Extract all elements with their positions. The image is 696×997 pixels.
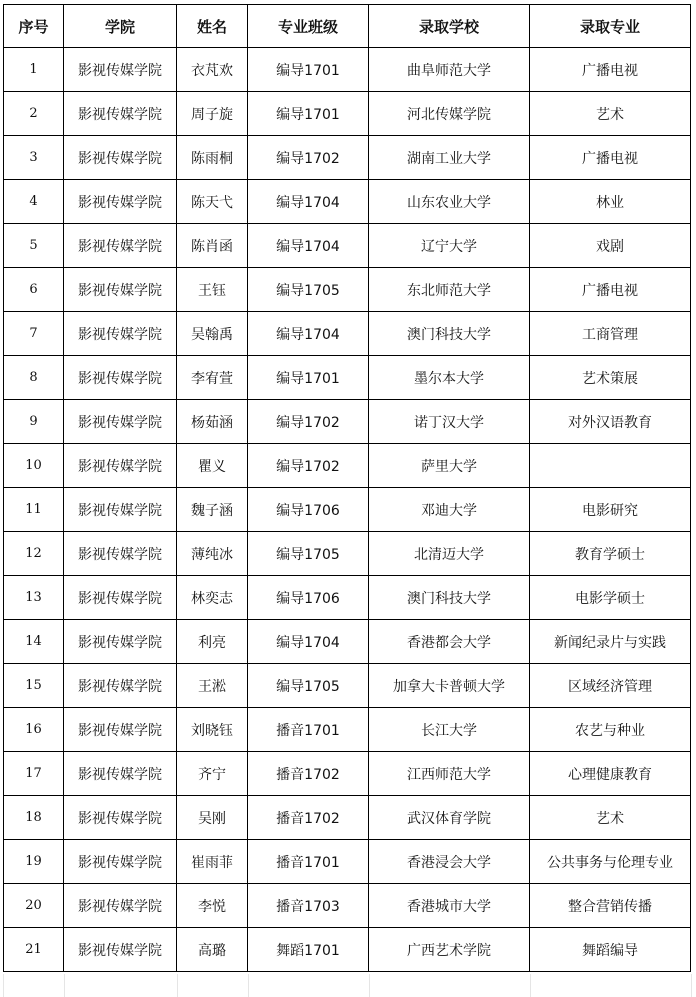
header-name: 姓名	[177, 5, 248, 48]
header-row	[4, 5, 691, 48]
cell-school: 长江大学	[369, 708, 530, 752]
cell-name: 李宥萱	[177, 356, 248, 400]
cell-school: 墨尔本大学	[369, 356, 530, 400]
cell-college: 影视传媒学院	[64, 620, 177, 664]
cell-school: 广西艺术学院	[369, 928, 530, 972]
cell-college: 影视传媒学院	[64, 664, 177, 708]
cell-seq: 6	[4, 268, 64, 312]
table-row	[4, 356, 691, 400]
cell-major	[530, 444, 691, 488]
header-school: 录取学校	[369, 5, 530, 48]
cell-seq: 11	[4, 488, 64, 532]
table-row	[4, 928, 691, 972]
table-row	[4, 268, 691, 312]
cell-school: 加拿大卡普顿大学	[369, 664, 530, 708]
cell-school: 江西师范大学	[369, 752, 530, 796]
cell-major: 舞蹈编导	[530, 928, 691, 972]
cell-school: 澳门科技大学	[369, 576, 530, 620]
cell-college: 影视传媒学院	[64, 400, 177, 444]
header-seq: 序号	[4, 5, 64, 48]
cell-major: 艺术	[530, 92, 691, 136]
sheet-grid-remainder	[3, 974, 694, 997]
table-row	[4, 840, 691, 884]
cell-major: 对外汉语教育	[530, 400, 691, 444]
cell-major: 工商管理	[530, 312, 691, 356]
cell-name: 周子旋	[177, 92, 248, 136]
cell-school: 萨里大学	[369, 444, 530, 488]
cell-college: 影视传媒学院	[64, 796, 177, 840]
cell-seq: 1	[4, 48, 64, 92]
table-row	[4, 136, 691, 180]
table-row	[4, 224, 691, 268]
cell-seq: 8	[4, 356, 64, 400]
cell-major: 艺术策展	[530, 356, 691, 400]
cell-name: 利亮	[177, 620, 248, 664]
cell-class: 播音1702	[248, 752, 369, 796]
cell-name: 王钰	[177, 268, 248, 312]
cell-class: 编导1704	[248, 620, 369, 664]
cell-major: 教育学硕士	[530, 532, 691, 576]
cell-college: 影视传媒学院	[64, 180, 177, 224]
header-college: 学院	[64, 5, 177, 48]
cell-name: 陈天弋	[177, 180, 248, 224]
table-row	[4, 488, 691, 532]
table-row	[4, 532, 691, 576]
cell-class: 播音1703	[248, 884, 369, 928]
table-row	[4, 884, 691, 928]
cell-name: 刘晓钰	[177, 708, 248, 752]
cell-school: 香港城市大学	[369, 884, 530, 928]
cell-class: 编导1706	[248, 576, 369, 620]
cell-class: 编导1701	[248, 356, 369, 400]
cell-school: 北清迈大学	[369, 532, 530, 576]
table-row	[4, 708, 691, 752]
cell-name: 李悦	[177, 884, 248, 928]
cell-major: 新闻纪录片与实践	[530, 620, 691, 664]
cell-seq: 10	[4, 444, 64, 488]
cell-seq: 5	[4, 224, 64, 268]
cell-major: 公共事务与伦理专业	[530, 840, 691, 884]
cell-name: 林奕志	[177, 576, 248, 620]
admission-table	[3, 4, 691, 972]
cell-class: 舞蹈1701	[248, 928, 369, 972]
cell-seq: 19	[4, 840, 64, 884]
cell-name: 衣芃欢	[177, 48, 248, 92]
cell-major: 电影学硕士	[530, 576, 691, 620]
cell-class: 编导1704	[248, 180, 369, 224]
cell-college: 影视传媒学院	[64, 312, 177, 356]
cell-name: 崔雨菲	[177, 840, 248, 884]
cell-class: 编导1706	[248, 488, 369, 532]
cell-college: 影视传媒学院	[64, 488, 177, 532]
cell-school: 诺丁汉大学	[369, 400, 530, 444]
cell-school: 香港浸会大学	[369, 840, 530, 884]
cell-seq: 2	[4, 92, 64, 136]
cell-name: 陈肖函	[177, 224, 248, 268]
cell-major: 戏剧	[530, 224, 691, 268]
cell-major: 艺术	[530, 796, 691, 840]
cell-college: 影视传媒学院	[64, 840, 177, 884]
table-row	[4, 796, 691, 840]
table-row	[4, 664, 691, 708]
cell-class: 编导1701	[248, 92, 369, 136]
table-row	[4, 92, 691, 136]
cell-class: 编导1705	[248, 664, 369, 708]
cell-school: 东北师范大学	[369, 268, 530, 312]
cell-class: 播音1701	[248, 840, 369, 884]
cell-major: 广播电视	[530, 136, 691, 180]
cell-school: 山东农业大学	[369, 180, 530, 224]
cell-name: 薄纯冰	[177, 532, 248, 576]
cell-seq: 17	[4, 752, 64, 796]
cell-college: 影视传媒学院	[64, 136, 177, 180]
cell-name: 王淞	[177, 664, 248, 708]
cell-college: 影视传媒学院	[64, 708, 177, 752]
table-row	[4, 48, 691, 92]
table-row	[4, 576, 691, 620]
cell-name: 陈雨桐	[177, 136, 248, 180]
table-row	[4, 620, 691, 664]
cell-school: 辽宁大学	[369, 224, 530, 268]
cell-major: 电影研究	[530, 488, 691, 532]
cell-college: 影视传媒学院	[64, 48, 177, 92]
header-major: 录取专业	[530, 5, 691, 48]
cell-seq: 12	[4, 532, 64, 576]
cell-name: 高璐	[177, 928, 248, 972]
cell-seq: 7	[4, 312, 64, 356]
cell-seq: 21	[4, 928, 64, 972]
cell-major: 区域经济管理	[530, 664, 691, 708]
cell-college: 影视传媒学院	[64, 92, 177, 136]
cell-school: 邓迪大学	[369, 488, 530, 532]
cell-class: 播音1701	[248, 708, 369, 752]
cell-seq: 16	[4, 708, 64, 752]
cell-college: 影视传媒学院	[64, 576, 177, 620]
cell-seq: 9	[4, 400, 64, 444]
cell-seq: 3	[4, 136, 64, 180]
cell-class: 编导1702	[248, 136, 369, 180]
cell-class: 编导1702	[248, 400, 369, 444]
cell-class: 编导1705	[248, 268, 369, 312]
cell-class: 编导1704	[248, 312, 369, 356]
cell-major: 整合营销传播	[530, 884, 691, 928]
cell-college: 影视传媒学院	[64, 224, 177, 268]
cell-seq: 15	[4, 664, 64, 708]
cell-seq: 4	[4, 180, 64, 224]
cell-college: 影视传媒学院	[64, 928, 177, 972]
cell-name: 吴翰禹	[177, 312, 248, 356]
cell-major: 农艺与种业	[530, 708, 691, 752]
cell-seq: 20	[4, 884, 64, 928]
cell-class: 编导1701	[248, 48, 369, 92]
cell-college: 影视传媒学院	[64, 752, 177, 796]
cell-class: 编导1705	[248, 532, 369, 576]
table-row	[4, 312, 691, 356]
cell-name: 魏子涵	[177, 488, 248, 532]
cell-name: 齐宁	[177, 752, 248, 796]
cell-seq: 14	[4, 620, 64, 664]
header-class: 专业班级	[248, 5, 369, 48]
cell-school: 湖南工业大学	[369, 136, 530, 180]
cell-school: 澳门科技大学	[369, 312, 530, 356]
cell-school: 河北传媒学院	[369, 92, 530, 136]
cell-major: 广播电视	[530, 48, 691, 92]
cell-name: 瞿义	[177, 444, 248, 488]
table-row	[4, 180, 691, 224]
table-row	[4, 400, 691, 444]
cell-college: 影视传媒学院	[64, 532, 177, 576]
cell-name: 杨茹涵	[177, 400, 248, 444]
table-row	[4, 444, 691, 488]
table-body	[4, 48, 691, 972]
table-row	[4, 752, 691, 796]
cell-major: 广播电视	[530, 268, 691, 312]
cell-class: 播音1702	[248, 796, 369, 840]
cell-college: 影视传媒学院	[64, 444, 177, 488]
cell-major: 心理健康教育	[530, 752, 691, 796]
cell-college: 影视传媒学院	[64, 356, 177, 400]
cell-school: 武汉体育学院	[369, 796, 530, 840]
cell-seq: 18	[4, 796, 64, 840]
cell-college: 影视传媒学院	[64, 268, 177, 312]
cell-seq: 13	[4, 576, 64, 620]
cell-name: 吴刚	[177, 796, 248, 840]
cell-major: 林业	[530, 180, 691, 224]
cell-college: 影视传媒学院	[64, 884, 177, 928]
cell-school: 香港都会大学	[369, 620, 530, 664]
cell-school: 曲阜师范大学	[369, 48, 530, 92]
cell-class: 编导1702	[248, 444, 369, 488]
cell-class: 编导1704	[248, 224, 369, 268]
